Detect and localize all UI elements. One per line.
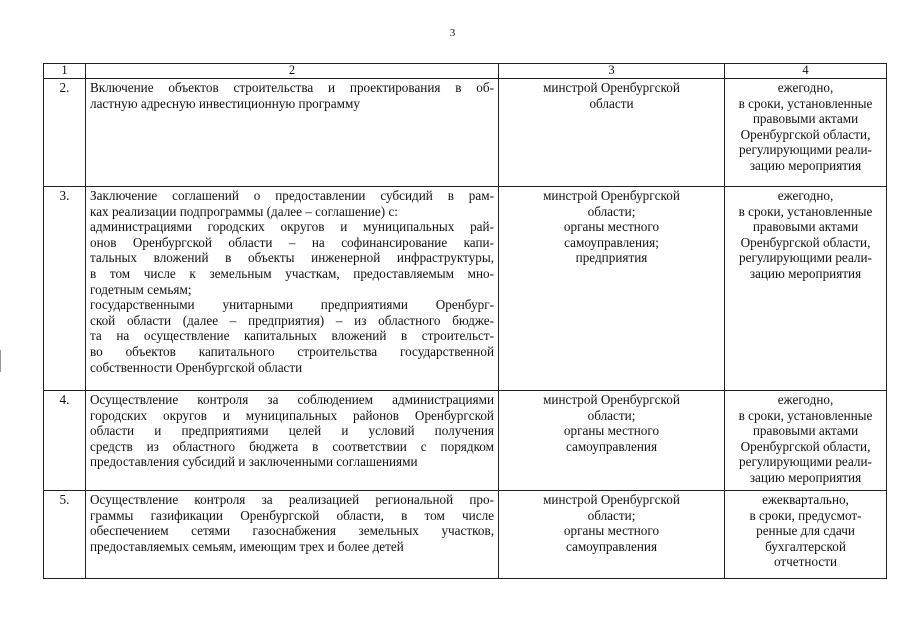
description-line: городских округов и муниципальных районов Оренбургской [90,407,494,423]
header-col-4: 4 [725,64,887,79]
description-line: ластную адресную инвестиционную программу [90,95,360,111]
table-row [44,491,887,579]
description-line: области и предприятиями целей и условий получения [90,423,494,439]
deadline-line: в сроки, установленные [738,95,873,111]
executor-line: минстрой Оренбургской [543,80,680,95]
deadline-line: ренные для сдачи [756,523,855,539]
description-line: предоставляемых семьям, имеющим трех и более детей [90,538,404,554]
deadline-line: в сроки, предусмот- [749,507,862,523]
deadline-line: Оренбургской области, [740,126,871,142]
description-line: ской области (далее – предприятия) – из областного бюдже- [90,312,494,328]
executor-line: органы местного [563,423,660,439]
deadline-line: ежеквартально, [762,492,849,507]
deadline-line: регулирующими реали- [739,454,872,470]
deadline-line: зацию мероприятия [749,469,862,485]
page-number: 3 [449,27,456,39]
measure-description [86,491,499,579]
header-row [44,64,887,79]
executor-line: органы местного [563,523,660,539]
deadline-line: бухгалтерской [765,538,846,554]
deadline-line: зацию мероприятия [749,157,862,173]
measure-description [86,79,499,187]
measures-table [43,63,887,579]
executor-line: самоуправления [565,538,658,554]
measure-description [86,391,499,491]
row-number: 4. [44,391,86,491]
description-line: предоставления субсидий и заключенными соглашениями [90,454,418,470]
description-line: обеспечением сетями газоснабжения земельных участков, [90,523,494,539]
deadline [725,187,887,391]
responsible-executor [499,187,725,391]
description-line: во объектов капитального строительства государственной [90,343,494,359]
description-line: та на осуществление капитальных вложений в строительст- [90,328,494,344]
responsible-executor [499,391,725,491]
deadline-line: Оренбургской области, [740,234,871,250]
executor-line: области; [587,407,636,423]
executor-line: области [589,95,634,111]
executor-line: предприятия [575,250,648,266]
responsible-executor [499,79,725,187]
deadline-line: Оренбургской области, [740,438,871,454]
header-col-1: 1 [44,64,86,79]
description-line: годетным семьям; [90,281,192,297]
description-line: Заключение соглашений о предоставлении субсидий в рам- [90,188,494,203]
deadline-line: правовыми актами [752,219,859,235]
deadline-line: ежегодно, [777,392,834,407]
description-line: тальных вложений в объекты инженерной инфраструктуры, [90,250,494,266]
description-line: в том числе к земельным участкам, предоставляемым мно- [90,265,494,281]
executor-line: органы местного [563,219,660,235]
description-line: ках реализации подпрограммы (далее – соглашение) с: [90,203,398,219]
margin-mark [0,350,1,372]
row-number: 3. [44,187,86,391]
table-row [44,79,887,187]
deadline-line: в сроки, установленные [738,203,873,219]
measure-description [86,187,499,391]
deadline-line: правовыми актами [752,423,859,439]
description-line: граммы газификации Оренбургской области, в том числе [90,507,494,523]
description-line: собственности Оренбургской области [90,359,303,375]
executor-line: минстрой Оренбургской [543,392,680,407]
row-number: 2. [44,79,86,187]
executor-line: области; [587,507,636,523]
deadline-line: регулирующими реали- [739,142,872,158]
deadline [725,79,887,187]
executor-line: самоуправления [565,438,658,454]
table-row [44,187,887,391]
description-line: администрациями городских округов и муниципальных рай- [90,219,494,235]
deadline-line: зацию мероприятия [749,265,862,281]
deadline-line: отчетности [773,554,838,570]
description-line: Осуществление контроля за соблюдением администрациями [90,392,494,407]
description-line: средств из областного бюджета в соответствии с порядком [90,438,494,454]
executor-line: самоуправления; [564,234,659,250]
description-line: государственными унитарными предприятиями Оренбург- [90,297,494,313]
description-line: Осуществление контроля за реализацией региональной про- [90,492,494,507]
executor-line: минстрой Оренбургской [543,492,680,507]
row-number: 5. [44,491,86,579]
deadline-line: ежегодно, [777,80,834,95]
executor-line: области; [587,203,636,219]
deadline-line: правовыми актами [752,111,859,127]
responsible-executor [499,491,725,579]
description-line: онов Оренбургской области – на софинансирование капи- [90,234,494,250]
deadline-line: регулирующими реали- [739,250,872,266]
table-row [44,391,887,491]
deadline-line: ежегодно, [777,188,834,203]
header-col-2: 2 [86,64,499,79]
deadline [725,491,887,579]
description-line: Включение объектов строительства и проектирования в об- [90,80,494,95]
header-col-3: 3 [499,64,725,79]
deadline [725,391,887,491]
deadline-line: в сроки, установленные [738,407,873,423]
executor-line: минстрой Оренбургской [543,188,680,203]
